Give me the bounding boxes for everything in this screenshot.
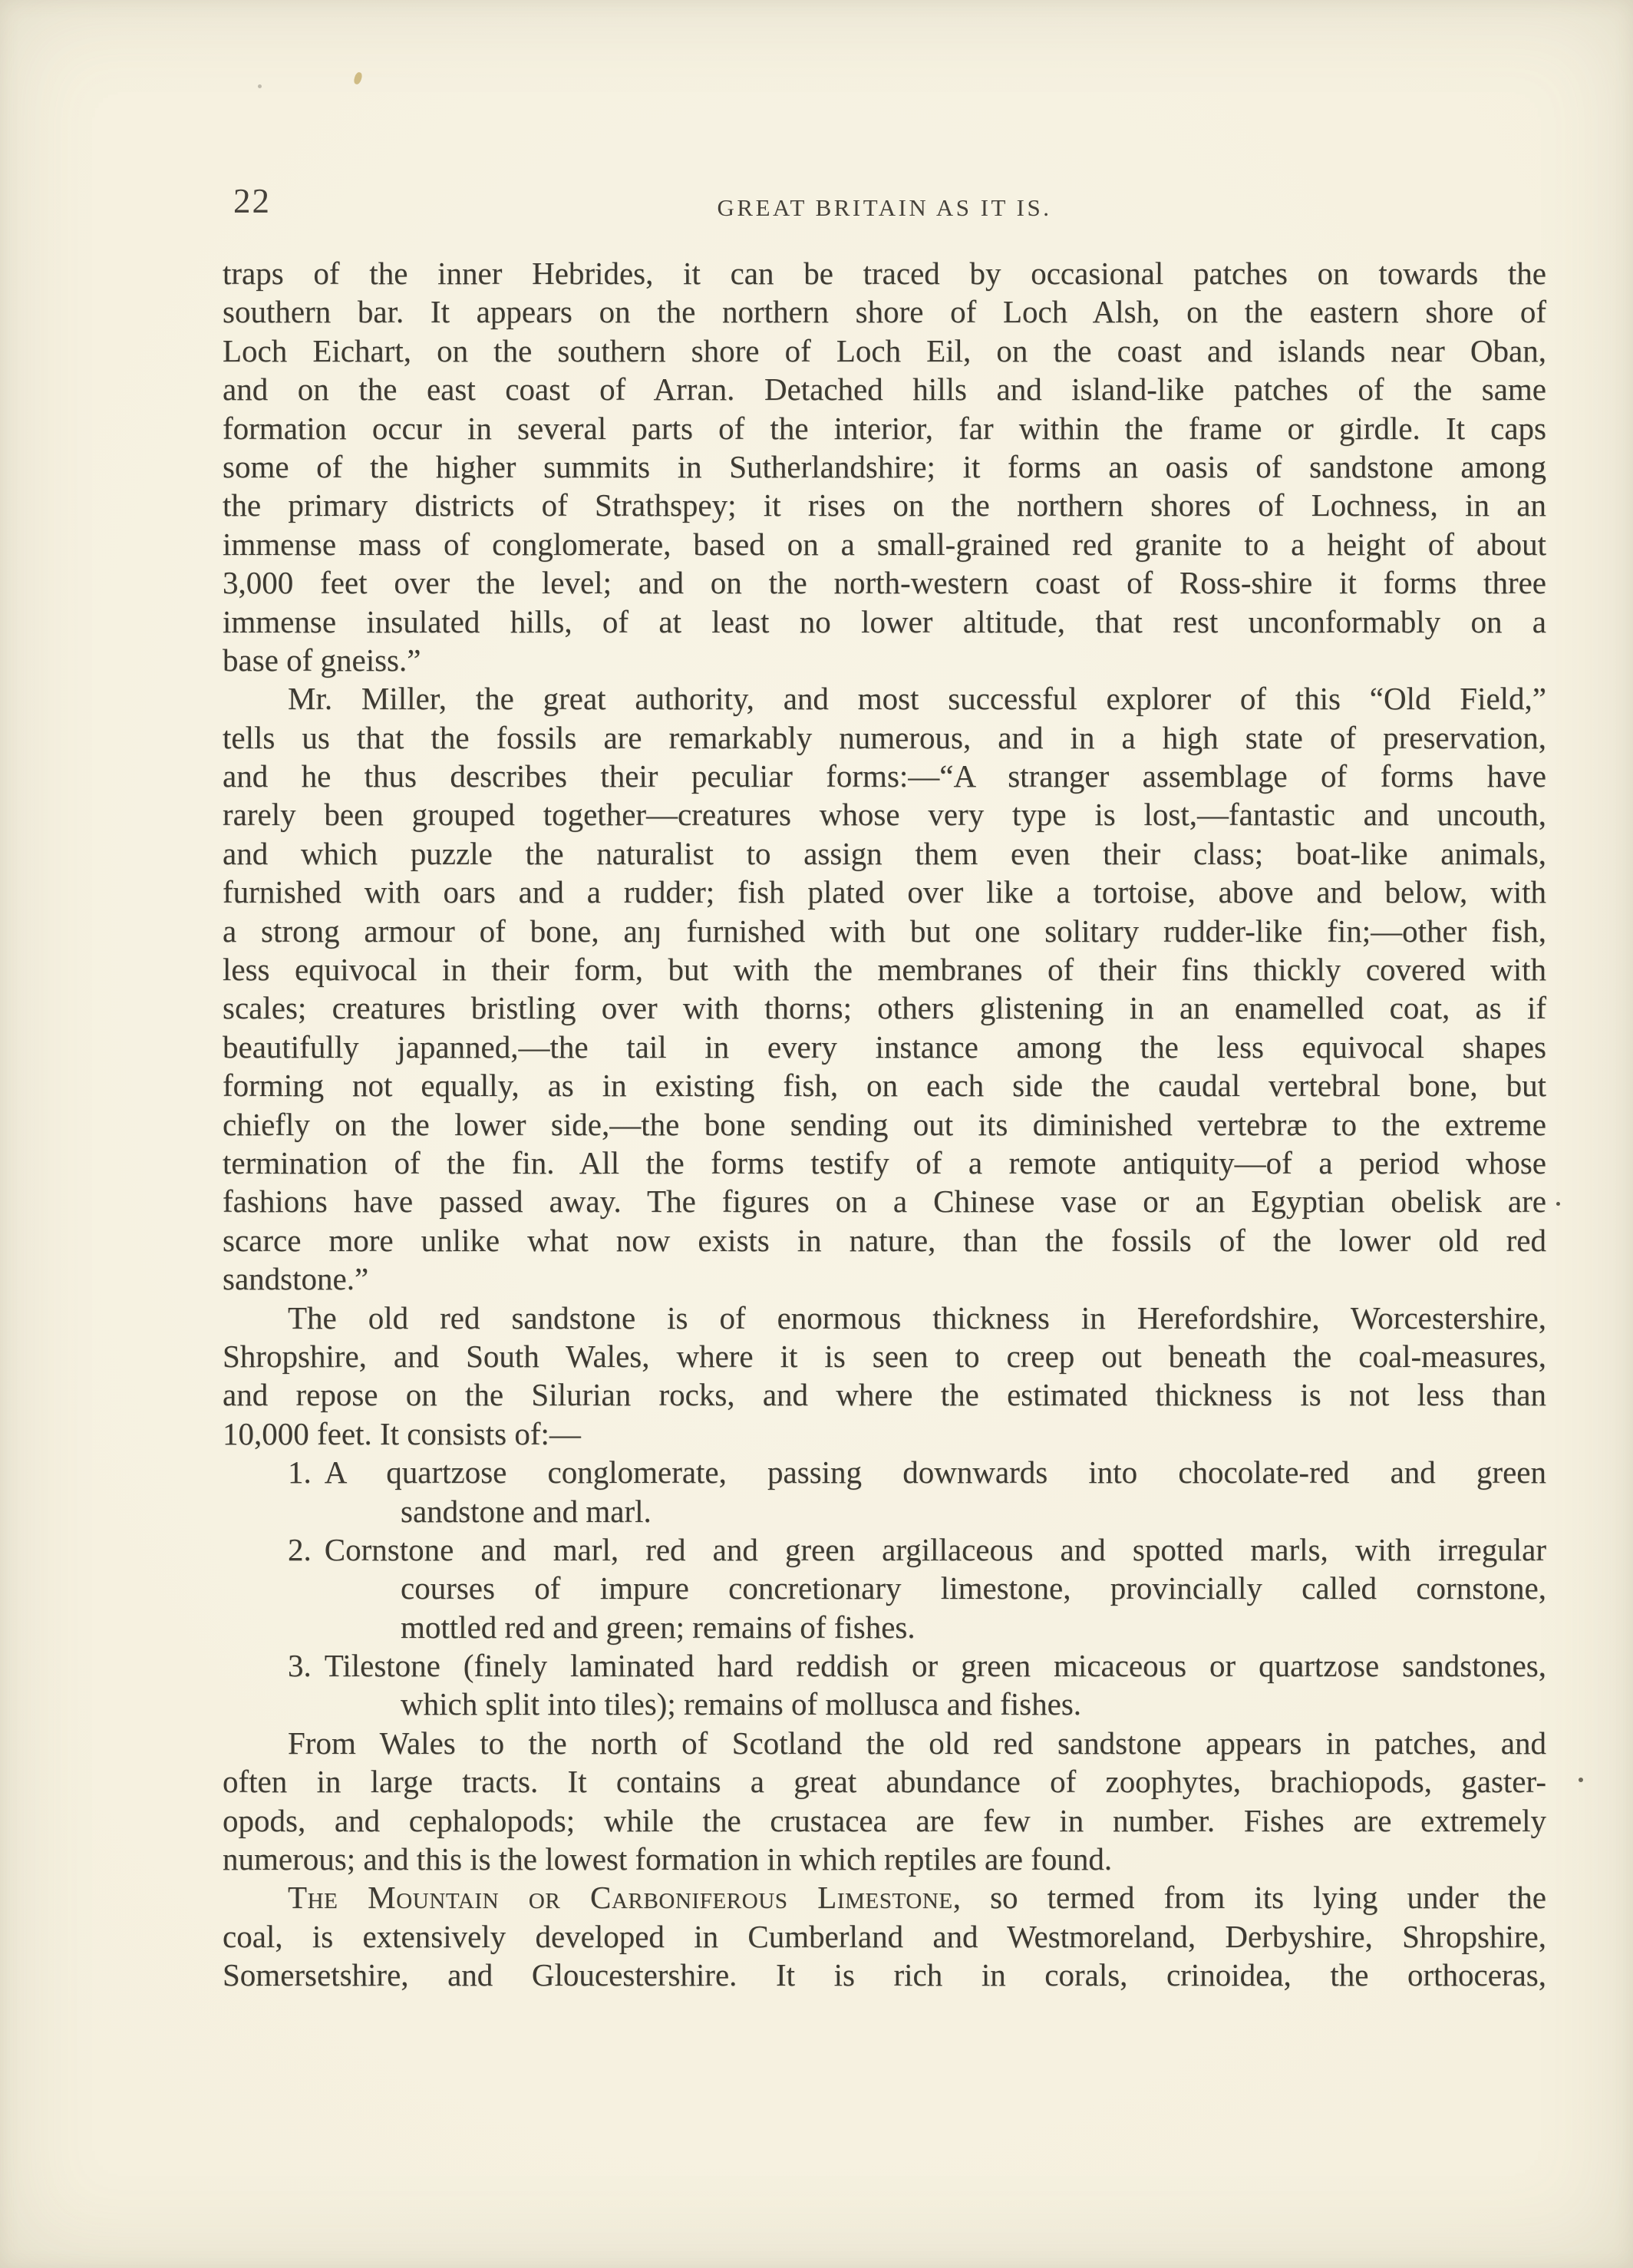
- text-line: some of the higher summits in Sutherlandshire; it forms an oasis of sandstone among: [223, 448, 1546, 484]
- text-line-content: fashions have passed away. The figures on a Chinese vase or an Egyptian obelisk are: [223, 1184, 1546, 1220]
- paragraph-opening: [223, 254, 1546, 679]
- text-line: numerous; and this is the lowest formation in which reptiles are found.: [223, 1841, 1113, 1877]
- text-line: 10,000 feet. It consists of:—: [223, 1415, 581, 1451]
- paragraph-mountain-limestone: [223, 1878, 1546, 1994]
- text-line: less equivocal in their form, but with the membranes of their fins thickly covered with: [223, 952, 1546, 988]
- text-line: termination of the fin. All the forms testify of a remote antiquity—of a period whose: [223, 1144, 1546, 1180]
- text-line: Shropshire, and South Wales, where it is seen to creep out beneath the coal-measures,: [223, 1338, 1546, 1374]
- text-line: and which puzzle the naturalist to assign them even their class; boat-like animals,: [223, 835, 1546, 871]
- text-line: traps of the inner Hebrides, it can be traced by occasional patches on towards the: [223, 256, 1546, 291]
- text-line: coal, is extensively developed in Cumberland and Westmoreland, Derbyshire, Shropshire,: [223, 1918, 1546, 1954]
- text-line-content: , so termed from its lying under the: [952, 1880, 1546, 1916]
- text-line: formation occur in several parts of the interior, far within the frame or girdle. It caps: [223, 410, 1546, 446]
- text-line: 3,000 feet over the level; and on the north-western coast of Ross-shire it forms three: [223, 565, 1546, 601]
- text-line: mottled red and green; remains of fishes.: [401, 1609, 915, 1645]
- text-line: chiefly on the lower side,—the bone sending out its diminished vertebræ to the extreme: [223, 1106, 1546, 1142]
- smallcaps-heading: The Mountain or Carboniferous Limestone: [288, 1880, 953, 1916]
- ink-speck: [1556, 1202, 1560, 1206]
- text-line: sandstone.”: [223, 1261, 369, 1297]
- ink-speck: [1579, 1778, 1583, 1782]
- text-line: tells us that the fossils are remarkably numerous, and in a high state of preservation,: [223, 719, 1546, 755]
- text-line: furnished with oars and a rudder; fish plated over like a tortoise, above and below, with: [223, 874, 1546, 910]
- text-line: the primary districts of Strathspey; it rises on the northern shores of Lochness, in an: [223, 487, 1546, 523]
- list-item-text: Cornstone and marl, red and green argillaceous and spotted marls, with irregular: [324, 1531, 1546, 1567]
- paragraph-old-red-sandstone: [223, 1299, 1546, 1454]
- running-title: GREAT BRITAIN AS IT IS.: [717, 194, 1052, 221]
- ordered-list: [223, 1453, 1546, 1724]
- text-line: and he thus describes their peculiar forms:—“A stranger assemblage of forms have: [223, 758, 1546, 794]
- list-item-text: A quartzose conglomerate, passing downwards into chocolate-red and green: [324, 1454, 1546, 1491]
- text-line: and on the east coast of Arran. Detached hills and island-like patches of the same: [223, 371, 1546, 408]
- text-line: scales; creatures bristling over with thorns; others glistening in an enamelled coat, as if: [223, 990, 1546, 1026]
- text-line: opods, and cephalopods; while the crustacea are few in number. Fishes are extremely: [223, 1802, 1546, 1838]
- text-line: immense insulated hills, of at least no lower altitude, that rest unconformably on a: [223, 603, 1546, 639]
- text-line: courses of impure concretionary limestone, provincially called cornstone,: [401, 1570, 1546, 1606]
- text-line: base of gneiss.”: [223, 642, 421, 678]
- text-line: Loch Eichart, on the southern shore of Loch Eil, on the coast and islands near Oban,: [223, 332, 1546, 368]
- text-line: a strong armour of bone, anȷ furnished with but one solitary rudder-like fin;—other fish,: [223, 913, 1546, 949]
- text-line: rarely been grouped together—creatures whose very type is lost,—fantastic and uncouth,: [223, 797, 1546, 833]
- text-line: and repose on the Silurian rocks, and where the estimated thickness is not less than: [223, 1377, 1546, 1413]
- text-line: From Wales to the north of Scotland the old red sandstone appears in patches, and: [288, 1725, 1546, 1761]
- text-line: sandstone and marl.: [401, 1493, 652, 1529]
- list-item-text: Tilestone (finely laminated hard reddish or green micaceous or quartzose sandstones,: [324, 1648, 1546, 1684]
- text-line: which split into tiles); remains of mollusca and fishes.: [401, 1686, 1082, 1722]
- paragraph-miller-quote: [223, 679, 1546, 1298]
- list-item: [223, 1646, 1546, 1685]
- text-line: The old red sandstone is of enormous thickness in Herefordshire, Worcestershire,: [288, 1299, 1546, 1335]
- text-line: southern bar. It appears on the northern shore of Loch Alsh, on the eastern shore of: [223, 294, 1546, 330]
- text-line: [223, 1878, 1546, 1916]
- running-head: [223, 0, 1546, 246]
- text-line: forming not equally, as in existing fish, on each side the caudal vertebral bone, but: [223, 1068, 1546, 1104]
- text-line: [223, 1762, 1546, 1801]
- text-line: Mr. Miller, the great authority, and most successful explorer of this “Old Field,”: [288, 681, 1546, 717]
- list-item-number: 2.: [288, 1531, 312, 1567]
- list-item: [223, 1453, 1546, 1491]
- list-item-number: 3.: [288, 1648, 312, 1684]
- paragraph-from-wales: [223, 1724, 1546, 1879]
- text-line-content: often in large tracts. It contains a great abundance of zoophytes, brachiopods, gaster-: [223, 1764, 1546, 1800]
- list-item-number: 1.: [288, 1454, 312, 1491]
- text-line: immense mass of conglomerate, based on a small-grained red granite to a height of about: [223, 526, 1546, 562]
- text-line: beautifully japanned,—the tail in every instance among the less equivocal shapes: [223, 1028, 1546, 1065]
- page-body: [223, 254, 1546, 1995]
- list-item: [223, 1530, 1546, 1569]
- text-line: Somersetshire, and Gloucestershire. It is rich in corals, crinoidea, the orthoceras,: [223, 1957, 1546, 1993]
- text-line: [223, 1182, 1546, 1220]
- page-number: 22: [233, 182, 271, 220]
- text-line: scarce more unlike what now exists in nature, than the fossils of the lower old red: [223, 1222, 1546, 1258]
